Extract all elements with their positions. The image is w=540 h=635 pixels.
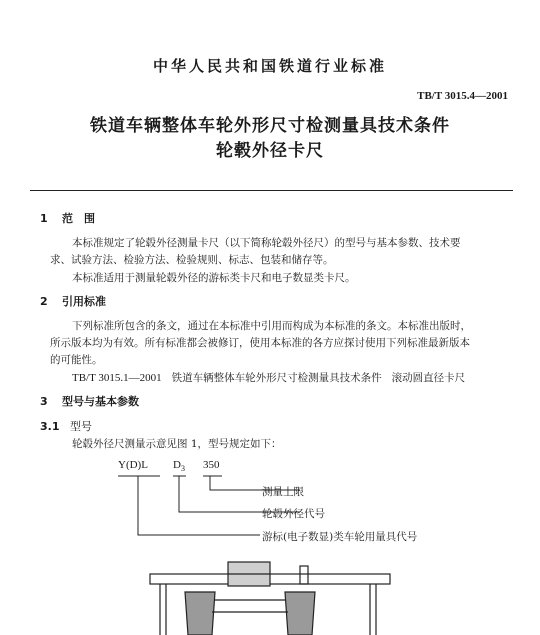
type-leader-line [138,476,260,535]
section-2-title: 引用标准 [62,295,106,308]
hub-section-left [185,592,215,635]
section-1-para-1-line-2: 求、试验方法、检验方法、检验规则、标志、包装和储存等。 [50,254,334,266]
section-2-para-line-3: 的可能性。 [50,354,103,366]
referenced-standard-title: 铁道车辆整体车轮外形尺寸检测量具技术条件 [171,372,382,384]
section-2-para-line-2: 所示版本均为有效。所有标准都会被修订，使用本标准的各方应探讨使用下列标准最新版本 [50,337,470,349]
section-1-number: 1 [40,212,48,225]
subsection-3-1-title: 型号 [70,420,92,433]
model-code-part-range: 350 [203,459,220,471]
issuing-organization: 中华人民共和国铁道行业标准 [152,57,387,75]
label-measuring-upper-limit: 测量上限 [262,486,304,498]
caliper-fixing-screw [300,566,308,584]
document-subtitle: 轮毂外径卡尺 [216,141,324,161]
section-3-title: 型号与基本参数 [62,395,139,408]
document-title: 铁道车辆整体车轮外形尺寸检测量具技术条件 [90,116,450,136]
hub-section-right [285,592,315,635]
referenced-standard-subtitle: 滚动圆直径卡尺 [391,372,466,384]
model-code-part-type: Y(D)L [118,459,148,471]
section-3-number: 3 [40,395,48,408]
section-2-para-line-1: 下列标准所包含的条文，通过在本标准中引用而构成为本标准的条文。本标准出版时， [72,320,471,332]
model-code-hub-letter: D [173,459,181,471]
model-code-hub-subscript: 3 [180,464,185,474]
section-1-title: 范 围 [62,212,95,225]
subsection-3-1-number: 3.1 [40,420,60,433]
standard-number: TB/T 3015.4—2001 [417,90,508,102]
figure-1-caliper [150,562,390,635]
model-intro: 轮毂外径尺测量示意见图 1，型号规定如下： [72,438,282,450]
section-1-para-2: 本标准适用于测量轮毂外径的游标类卡尺和电子数显类卡尺。 [72,272,356,284]
label-gauge-type-code: 游标(电子数显)类车轮用量具代号 [262,531,418,543]
section-1-para-1-line-1: 本标准规定了轮毂外径测量卡尺（以下简称轮毂外径尺）的型号与基本参数、技术要 [72,237,461,249]
section-2-number: 2 [40,295,48,308]
label-hub-diameter-code: 轮毂外径代号 [262,508,325,520]
referenced-standard-code: TB/T 3015.1—2001 [72,372,162,384]
